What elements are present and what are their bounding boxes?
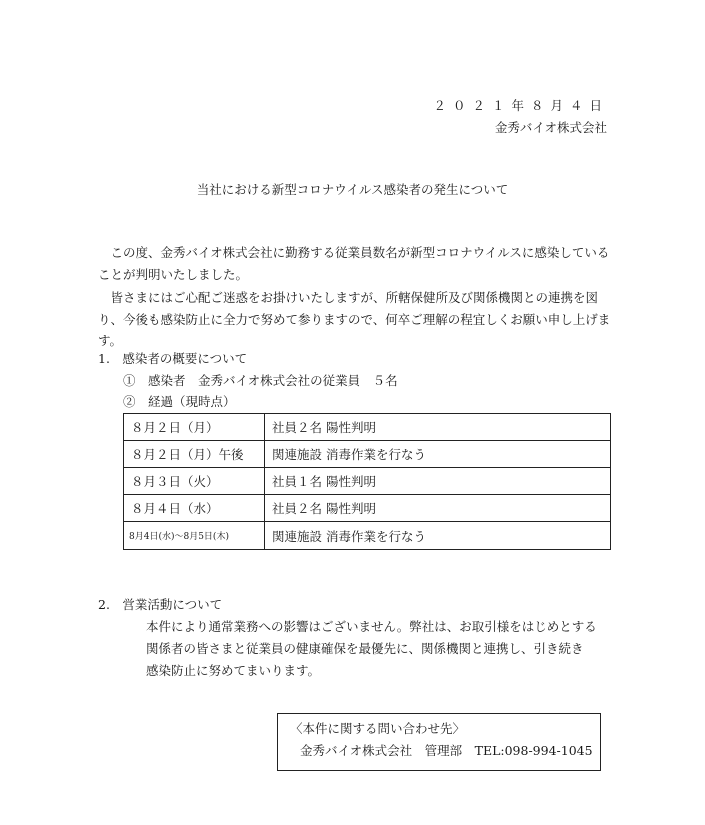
table-row: [124, 414, 611, 441]
section-1-heading: 1. 感染者の概要について: [98, 351, 248, 366]
issuer-company: 金秀バイオ株式会社: [494, 120, 607, 135]
table-cell-date: ８月４日（水）: [124, 495, 265, 522]
document-title: 当社における新型コロナウイルス感染者の発生について: [196, 182, 509, 197]
table-row: [124, 468, 611, 495]
section-2-body: [146, 616, 606, 682]
timeline-table: [123, 413, 611, 550]
table-cell-date: ８月２日（月）午後: [124, 441, 265, 468]
paragraph-2: 皆さまにはご心配ご迷惑をお掛けいたしますが、所轄保健所及び関係機関との連携を図り、今後も感染防止に全力で努めて参りますので、何卒ご理解の程宜しくお願い申し上げます。: [98, 290, 611, 348]
table-cell-date: ８月２日（月）: [124, 414, 265, 441]
table-cell-date: 8月4日(水)～8月5日(木): [124, 522, 265, 550]
table-row: [124, 495, 611, 522]
table-cell-event: 社員２名 陽性判明: [265, 414, 611, 441]
section-2-heading: 2. 営業活動について: [98, 597, 223, 612]
table-row: [124, 522, 611, 550]
table-cell-event: 関連施設 消毒作業を行なう: [265, 522, 611, 550]
section-2-line: 関係者の皆さまと従業員の健康確保を最優先に、関係機関と連携し、引き続き: [146, 641, 584, 656]
contact-heading: 〈本件に関する問い合わせ先〉: [290, 721, 466, 736]
table-cell-event: 社員２名 陽性判明: [265, 495, 611, 522]
table-cell-event: 関連施設 消毒作業を行なう: [265, 441, 611, 468]
table-cell-event: 社員１名 陽性判明: [265, 468, 611, 495]
section-1-item-1: ① 感染者 金秀バイオ株式会社の従業員 ５名: [123, 373, 398, 388]
table-cell-date: ８月３日（火）: [124, 468, 265, 495]
contact-box: [277, 713, 601, 771]
section-1-item-2: ② 経過（現時点）: [123, 394, 236, 409]
contact-line: 金秀バイオ株式会社 管理部 TEL:098-994-1045: [300, 743, 593, 758]
section-2-line: 本件により通常業務への影響はございません。弊社は、お取引様をはじめとする: [146, 619, 597, 634]
document-date: ２０２１年８月４日: [433, 98, 609, 113]
section-2-line: 感染防止に努めてまいります。: [146, 663, 321, 678]
table-row: [124, 441, 611, 468]
paragraph-1: この度、金秀バイオ株式会社に勤務する従業員数名が新型コロナウイルスに感染していることが判明いたしました。: [98, 245, 610, 282]
